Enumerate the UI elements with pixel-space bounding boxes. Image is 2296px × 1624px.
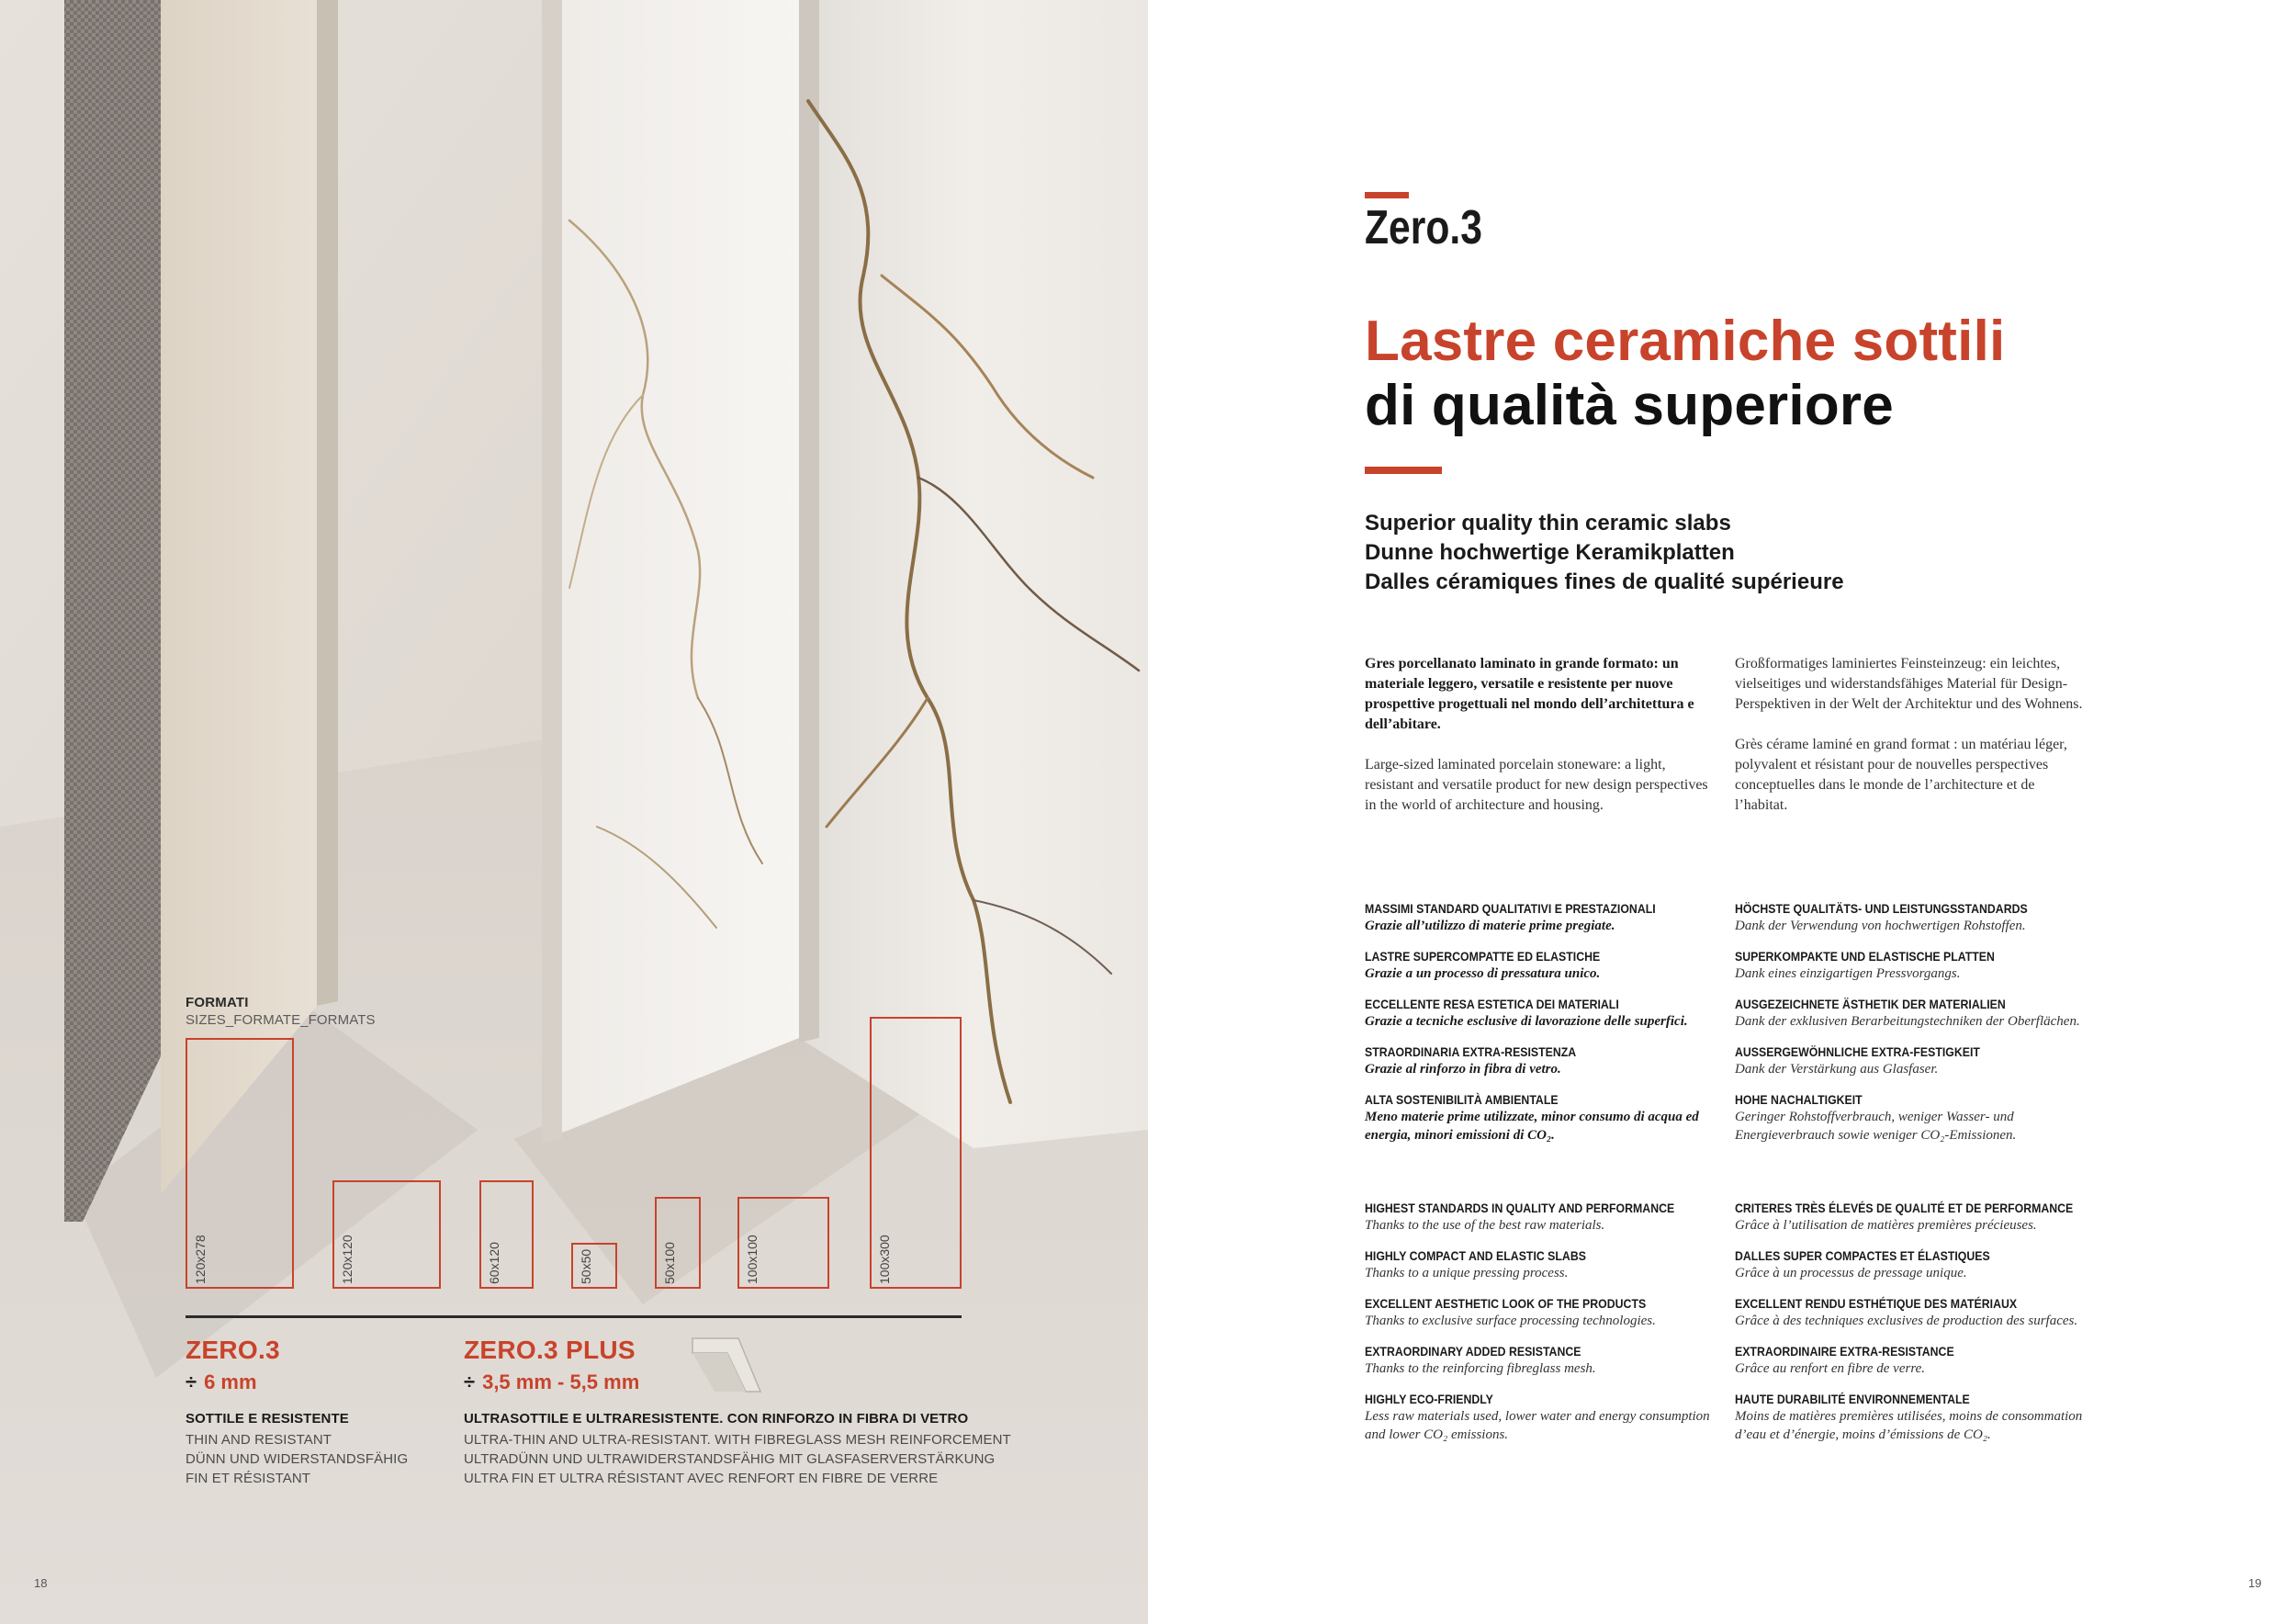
feature-item	[1365, 1247, 1723, 1282]
feature-desc: Geringer Rohstoffverbrauch, weniger Wasser- und Energieverbrauch sowie weniger CO₂-Emissionen.	[1735, 1110, 2017, 1143]
feature-desc: Dank der exklusiven Berarbeitungstechniken der Oberflächen.	[1735, 1014, 2080, 1029]
subtitle-en: Superior quality thin ceramic slabs	[1365, 511, 1731, 536]
feature-title: MASSIMI STANDARD QUALITATIVI E PRESTAZIONALI	[1365, 901, 1656, 916]
headline-divider	[1365, 467, 1442, 474]
thickness-value: 3,5 mm - 5,5 mm	[482, 1370, 640, 1393]
feature-desc: Thanks to the reinforcing fibreglass mesh.	[1365, 1361, 1596, 1376]
format-label-100x300: 100x300	[877, 1235, 892, 1284]
product-desc-head-zero3: SOTTILE E RESISTENTE	[186, 1411, 349, 1427]
feature-item	[1735, 1247, 2093, 1282]
feature-title: CRITERES TRÈS ÉLEVÉS DE QUALITÉ ET DE PERFORMANCE	[1735, 1201, 2074, 1215]
product-desc-zero3-plus	[464, 1430, 1011, 1488]
right-page	[1148, 0, 2296, 1624]
features-en	[1365, 1200, 1723, 1457]
product-name-zero3: ZERO.3	[186, 1336, 280, 1364]
feature-title: AUSSERGEWÖHNLICHE EXTRA-FESTIGKEIT	[1735, 1044, 1980, 1059]
feature-item	[1735, 900, 2093, 935]
feature-desc: Dank eines einzigartigen Pressvorgangs.	[1735, 966, 1961, 981]
features-fr	[1735, 1200, 2093, 1457]
feature-item	[1735, 1200, 2093, 1235]
feature-item	[1735, 996, 2093, 1031]
feature-desc: Grâce à un processus de pressage unique.	[1735, 1266, 1967, 1280]
feature-title: ECCELLENTE RESA ESTETICA DEI MATERIALI	[1365, 997, 1619, 1011]
slab-profile-icon	[691, 1336, 762, 1393]
feature-title: LASTRE SUPERCOMPATTE ED ELASTICHE	[1365, 949, 1601, 964]
product-desc-zero3	[186, 1430, 408, 1488]
feature-title: EXTRAORDINAIRE EXTRA-RESISTANCE	[1735, 1344, 1954, 1359]
brand-accent-bar	[1365, 192, 1409, 198]
format-label-50x100: 50x100	[662, 1242, 677, 1284]
subtitles	[1365, 509, 1844, 597]
feature-desc: Grazie all’utilizzo di materie prime pregiate.	[1365, 919, 1615, 933]
feature-title: HIGHLY ECO-FRIENDLY	[1365, 1392, 1493, 1406]
feature-desc: Grâce à des techniques exclusives de production des surfaces.	[1735, 1314, 2078, 1328]
approx-symbol-icon: ÷	[186, 1370, 197, 1393]
feature-title: DALLES SUPER COMPACTES ET ÉLASTIQUES	[1735, 1248, 1990, 1263]
feature-title: EXTRAORDINARY ADDED RESISTANCE	[1365, 1344, 1581, 1359]
feature-desc: Grâce au renfort en fibre de verre.	[1735, 1361, 1926, 1376]
product-desc-head-zero3-plus: ULTRASOTTILE E ULTRARESISTENTE. CON RINFORZO IN FIBRA DI VETRO	[464, 1411, 969, 1427]
feature-item	[1365, 1091, 1723, 1145]
format-label-120x278: 120x278	[193, 1235, 208, 1284]
feature-title: ALTA SOSTENIBILITÀ AMBIENTALE	[1365, 1092, 1559, 1107]
feature-desc: Thanks to a unique pressing process.	[1365, 1266, 1569, 1280]
feature-desc: Less raw materials used, lower water and energy consumption and lower CO₂ emissions.	[1365, 1409, 1710, 1442]
feature-item	[1735, 1091, 2093, 1145]
feature-item	[1365, 900, 1723, 935]
formats-subtitle: SIZES_FORMATE_FORMATS	[186, 1012, 376, 1028]
feature-item	[1735, 1391, 2093, 1444]
feature-item	[1365, 1043, 1723, 1078]
desc-line: ULTRA-THIN AND ULTRA-RESISTANT. WITH FIBREGLASS MESH REINFORCEMENT	[464, 1432, 1011, 1448]
product-thickness-zero3-plus	[464, 1370, 639, 1394]
intro-de: Großformatiges laminiertes Feinsteinzeug: ein leichtes, vielseitiges und widerstandsfähiges Material für Design-Perspektiven in der Welt der Architektur und des Wohnens.	[1735, 656, 2083, 712]
feature-item	[1365, 948, 1723, 983]
feature-desc: Grazie a un processo di pressatura unico.	[1365, 966, 1601, 981]
feature-desc: Moins de matières premières utilisées, moins de consommation d’eau et d’énergie, moins d’émissions de CO₂.	[1735, 1409, 2083, 1442]
feature-title: HOHE NACHALTIGKEIT	[1735, 1092, 1863, 1107]
subtitle-de: Dunne hochwertige Keramikplatten	[1365, 540, 1735, 565]
feature-title: HÖCHSTE QUALITÄTS- UND LEISTUNGSSTANDARDS	[1735, 901, 2028, 916]
intro-it: Gres porcellanato laminato in grande formato: un materiale leggero, versatile e resistente per nuove prospettive progettuali nel mondo dell’architettura e dell’abitare.	[1365, 656, 1694, 732]
feature-desc: Meno materie prime utilizzate, minor consumo di acqua ed energia, minori emissioni di CO₂.	[1365, 1110, 1699, 1143]
product-name-zero3-plus: ZERO.3 PLUS	[464, 1336, 636, 1364]
product-thickness-zero3	[186, 1370, 257, 1394]
feature-desc: Grazie al rinforzo in fibra di vetro.	[1365, 1062, 1561, 1077]
feature-title: HIGHEST STANDARDS IN QUALITY AND PERFORMANCE	[1365, 1201, 1675, 1215]
desc-line: ULTRA FIN ET ULTRA RÉSISTANT AVEC RENFORT EN FIBRE DE VERRE	[464, 1471, 939, 1486]
page-number-right: 19	[2248, 1576, 2262, 1590]
formats-divider	[186, 1315, 962, 1318]
feature-title: HIGHLY COMPACT AND ELASTIC SLABS	[1365, 1248, 1586, 1263]
feature-item	[1365, 1343, 1723, 1378]
feature-item	[1735, 1343, 2093, 1378]
format-label-50x50: 50x50	[579, 1248, 593, 1284]
feature-item	[1365, 996, 1723, 1031]
format-label-60x120: 60x120	[487, 1242, 501, 1284]
feature-item	[1365, 1391, 1723, 1444]
intro-en: Large-sized laminated porcelain stoneware: a light, resistant and versatile product for new design perspectives in the world of architecture and housing.	[1365, 757, 1708, 813]
subtitle-fr: Dalles céramiques fines de qualité supérieure	[1365, 570, 1844, 594]
page-number-left: 18	[34, 1576, 48, 1590]
headline-line-1: Lastre ceramiche sottili	[1365, 310, 2006, 373]
feature-title: EXCELLENT AESTHETIC LOOK OF THE PRODUCTS	[1365, 1296, 1647, 1311]
feature-title: EXCELLENT RENDU ESTHÉTIQUE DES MATÉRIAUX	[1735, 1296, 2018, 1311]
feature-desc: Dank der Verwendung von hochwertigen Rohstoffen.	[1735, 919, 2026, 933]
format-label-120x120: 120x120	[340, 1235, 355, 1284]
feature-item	[1735, 1043, 2093, 1078]
feature-desc: Grazie a tecniche esclusive di lavorazione delle superfici.	[1365, 1014, 1688, 1029]
formats-title: FORMATI	[186, 995, 249, 1010]
intro-fr: Grès cérame laminé en grand format : un matériau léger, polyvalent et résistant pour de nouvelles perspectives conceptuelles dans le monde de l’architecture et de l’habitat.	[1735, 737, 2067, 813]
brand-logo: Zero.3	[1365, 201, 1482, 254]
feature-item	[1365, 1200, 1723, 1235]
headline-line-2: di qualità superiore	[1365, 374, 1894, 437]
desc-line: FIN ET RÉSISTANT	[186, 1471, 311, 1486]
intro-col-left	[1365, 654, 1714, 816]
intro-col-right	[1735, 654, 2084, 816]
feature-title: AUSGEZEICHNETE ÄSTHETIK DER MATERIALIEN	[1735, 997, 2006, 1011]
feature-desc: Thanks to the use of the best raw materials.	[1365, 1218, 1605, 1233]
feature-desc: Grâce à l’utilisation de matières premières précieuses.	[1735, 1218, 2037, 1233]
approx-symbol-icon: ÷	[464, 1370, 476, 1393]
feature-desc: Dank der Verstärkung aus Glasfaser.	[1735, 1062, 1939, 1077]
format-label-100x100: 100x100	[745, 1235, 760, 1284]
thickness-value: 6 mm	[204, 1370, 257, 1393]
feature-item	[1735, 948, 2093, 983]
desc-line: ULTRADÜNN UND ULTRAWIDERSTANDSFÄHIG MIT GLASFASERVERSTÄRKUNG	[464, 1451, 996, 1467]
features-de	[1735, 900, 2093, 1157]
feature-title: STRAORDINARIA EXTRA-RESISTENZA	[1365, 1044, 1577, 1059]
feature-item	[1365, 1295, 1723, 1330]
feature-title: SUPERKOMPAKTE UND ELASTISCHE PLATTEN	[1735, 949, 1995, 964]
feature-title: HAUTE DURABILITÉ ENVIRONNEMENTALE	[1735, 1392, 1970, 1406]
feature-item	[1735, 1295, 2093, 1330]
features-it	[1365, 900, 1723, 1157]
desc-line: DÜNN UND WIDERSTANDSFÄHIG	[186, 1451, 409, 1467]
feature-desc: Thanks to exclusive surface processing technologies.	[1365, 1314, 1656, 1328]
desc-line: THIN AND RESISTANT	[186, 1432, 332, 1448]
